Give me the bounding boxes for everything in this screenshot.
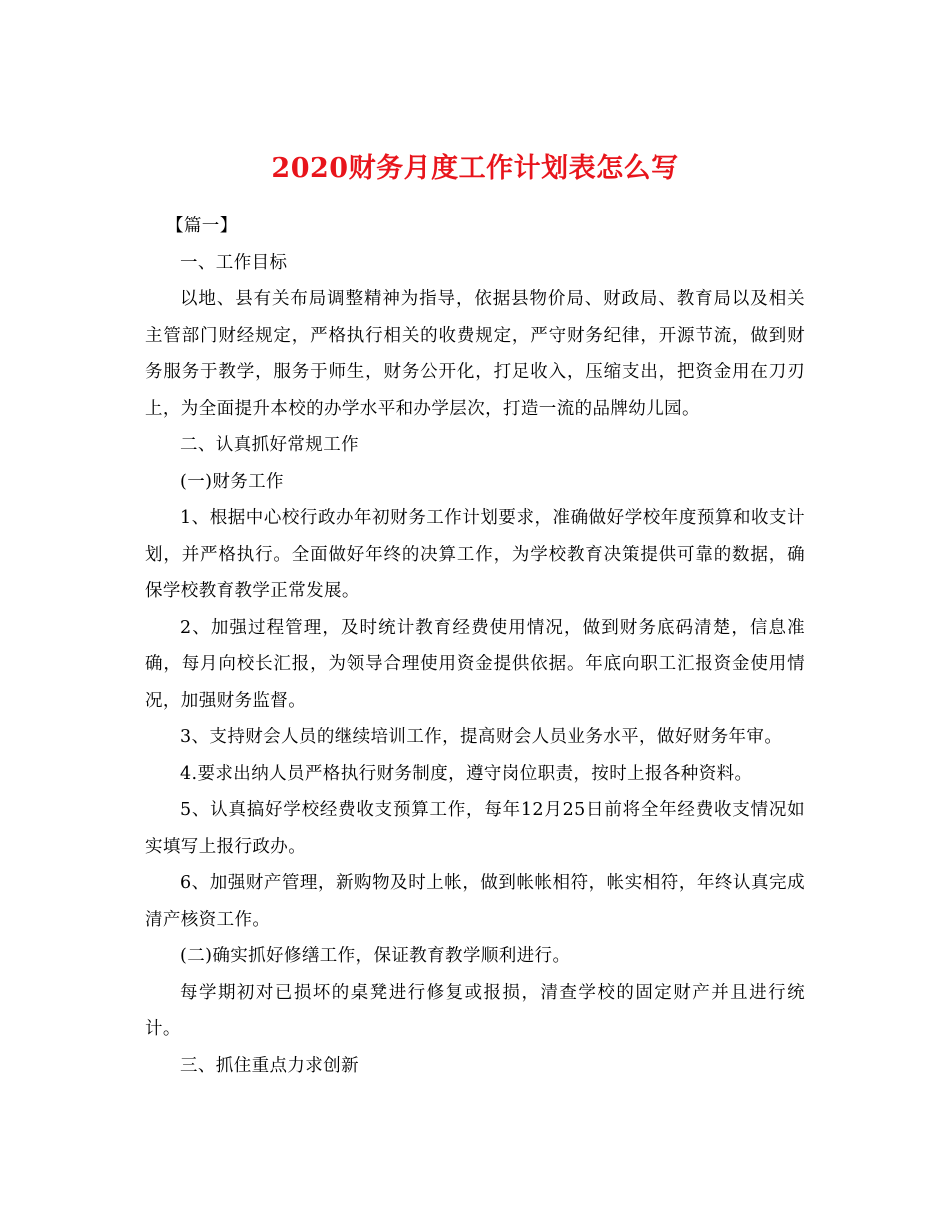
paragraph-goals: 以地、县有关布局调整精神为指导，依据县物价局、财政局、教育局以及相关主管部门财经规定，严格执行相关的收费规定，严守财务纪律，开源节流，做到财务服务于教学，服务于师生，财务公开化，打足收入，压缩支出，把资金用在刀刃上，为全面提升本校的办学水平和办学层次，打造一流的品牌幼儿园。: [145, 289, 805, 419]
heading-key-innovation: 三、抓住重点力求创新: [180, 1055, 359, 1076]
document-title: 2020财务月度工作计划表怎么写: [271, 153, 679, 185]
subheading-repair-work: (二)确实抓好修缮工作，保证教育教学顺利进行。: [180, 946, 571, 966]
list-item-5: 5、认真搞好学校经费收支预算工作，每年12月25日前将全年经费收支情况如实填写上报行政办。: [145, 800, 805, 857]
list-item-6: 6、加强财产管理，新购物及时上帐，做到帐帐相符，帐实相符，年终认真完成清产核资工作。: [145, 873, 805, 930]
paragraph-repair: 每学期初对已损坏的桌凳进行修复或报损，清查学校的固定财产并且进行统计。: [145, 982, 805, 1039]
section-label-pian-yi: 【篇一】: [166, 216, 238, 236]
list-item-1: 1、根据中心校行政办年初财务工作计划要求，准确做好学校年度预算和收支计划，并严格执行。全面做好年终的决算工作，为学校教育决策提供可靠的数据，确保学校教育教学正常发展。: [145, 508, 805, 601]
subheading-finance-work: (一)财务工作: [180, 471, 284, 492]
heading-work-goals: 一、工作目标: [180, 252, 288, 273]
list-item-2: 2、加强过程管理，及时统计教育经费使用情况，做到财务底码清楚，信息准确，每月向校长汇报，为领导合理使用资金提供依据。年底向职工汇报资金使用情况，加强财务监督。: [145, 617, 805, 711]
list-item-4: 4.要求出纳人员严格执行财务制度，遵守岗位职责，按时上报各种资料。: [180, 763, 753, 784]
document-body: [145, 208, 805, 1084]
list-item-3: 3、支持财会人员的继续培训工作，提高财会人员业务水平，做好财务年审。: [180, 727, 783, 747]
heading-routine-work: 二、认真抓好常规工作: [180, 435, 359, 455]
